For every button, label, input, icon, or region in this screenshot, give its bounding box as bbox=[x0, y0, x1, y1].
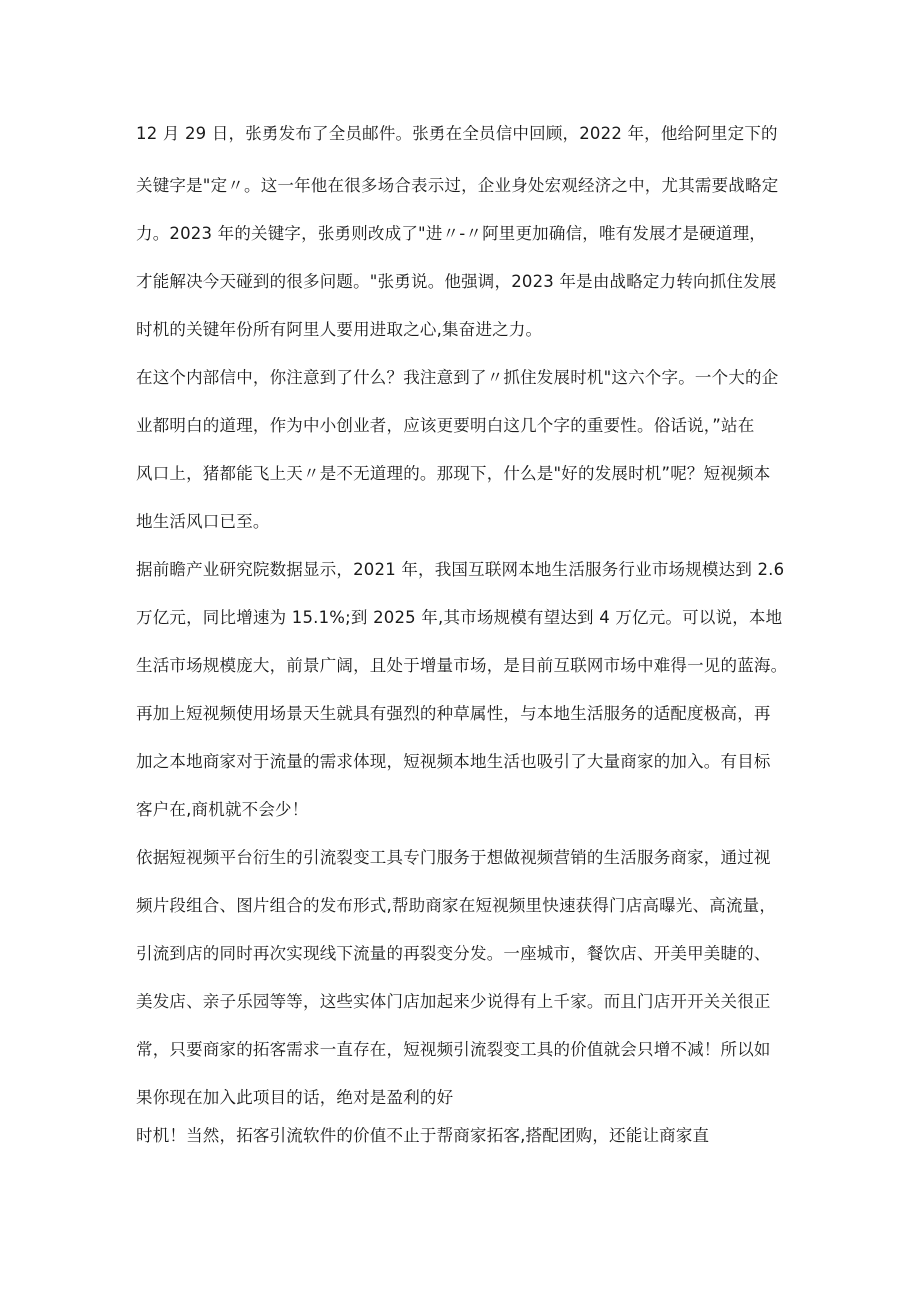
text-line: 万亿元，同比增速为 15.1%;到 2025 年,其市场规模有望达到 4 万亿元。可以说，本地 bbox=[136, 608, 783, 627]
text-line: 业都明白的道理，作为中小创业者，应该更要明白这几个字的重要性。俗话说，”站在 bbox=[136, 416, 755, 435]
text-line: 果你现在加入此项目的话，绝对是盈利的好 bbox=[136, 1088, 454, 1107]
text-line: 再加上短视频使用场景天生就具有强烈的种草属性，与本地生活服务的适配度极高，再 bbox=[136, 704, 771, 723]
text-line: 时机！当然，拓客引流软件的价值不止于帮商家拓客,搭配团购，还能让商家直 bbox=[136, 1126, 710, 1145]
text-line: 依据短视频平台衍生的引流裂变工具专门服务于想做视频营销的生活服务商家，通过视 bbox=[136, 848, 771, 867]
text-line: 时机的关键年份所有阿里人要用进取之心,集奋进之力。 bbox=[136, 320, 543, 339]
text-line: 频片段组合、图片组合的发布形式,帮助商家在短视频里快速获得门店高曝光、高流量， bbox=[136, 896, 777, 915]
text-line: 12 月 29 日，张勇发布了全员邮件。张勇在全员信中回顾，2022 年，他给阿里定下的 bbox=[136, 124, 778, 143]
text-line: 在这个内部信中，你注意到了什么？我注意到了〃抓住发展时机"这六个字。一个大的企 bbox=[136, 368, 779, 387]
text-line: 加之本地商家对于流量的需求体现，短视频本地生活也吸引了大量商家的加入。有目标 bbox=[136, 752, 771, 771]
text-line: 地生活风口已至。 bbox=[136, 512, 270, 531]
text-line: 生活市场规模庞大，前景广阔，且处于增量市场，是目前互联网市场中难得一见的蓝海。 bbox=[136, 656, 788, 675]
text-line: 客户在,商机就不会少！ bbox=[136, 800, 309, 819]
text-line: 据前瞻产业研究院数据显示，2021 年，我国互联网本地生活服务行业市场规模达到 2.6 bbox=[136, 560, 785, 579]
text-line: 才能解决今天碰到的很多问题。"张勇说。他强调，2023 年是由战略定力转向抓住发展 bbox=[136, 272, 777, 291]
text-line: 常，只要商家的拓客需求一直存在，短视频引流裂变工具的价值就会只增不减！所以如 bbox=[136, 1040, 771, 1059]
text-line: 美发店、亲子乐园等等，这些实体门店加起来少说得有上千家。而且门店开开关关很正 bbox=[136, 992, 771, 1011]
text-line: 关键字是"定〃。这一年他在很多场合表示过，企业身处宏观经济之中，尤其需要战略定 bbox=[136, 176, 779, 195]
text-line: 风口上，猪都能飞上天〃是不无道理的。那现下，什么是"好的发展时机”呢？短视频本 bbox=[136, 464, 771, 483]
text-line: 引流到店的同时再次实现线下流量的再裂变分发。一座城市，餐饮店、开美甲美睫的、 bbox=[136, 944, 771, 963]
text-line: 力。2023 年的关键字，张勇则改成了"进〃-〃阿里更加确信，唯有发展才是硬道理， bbox=[136, 224, 766, 243]
